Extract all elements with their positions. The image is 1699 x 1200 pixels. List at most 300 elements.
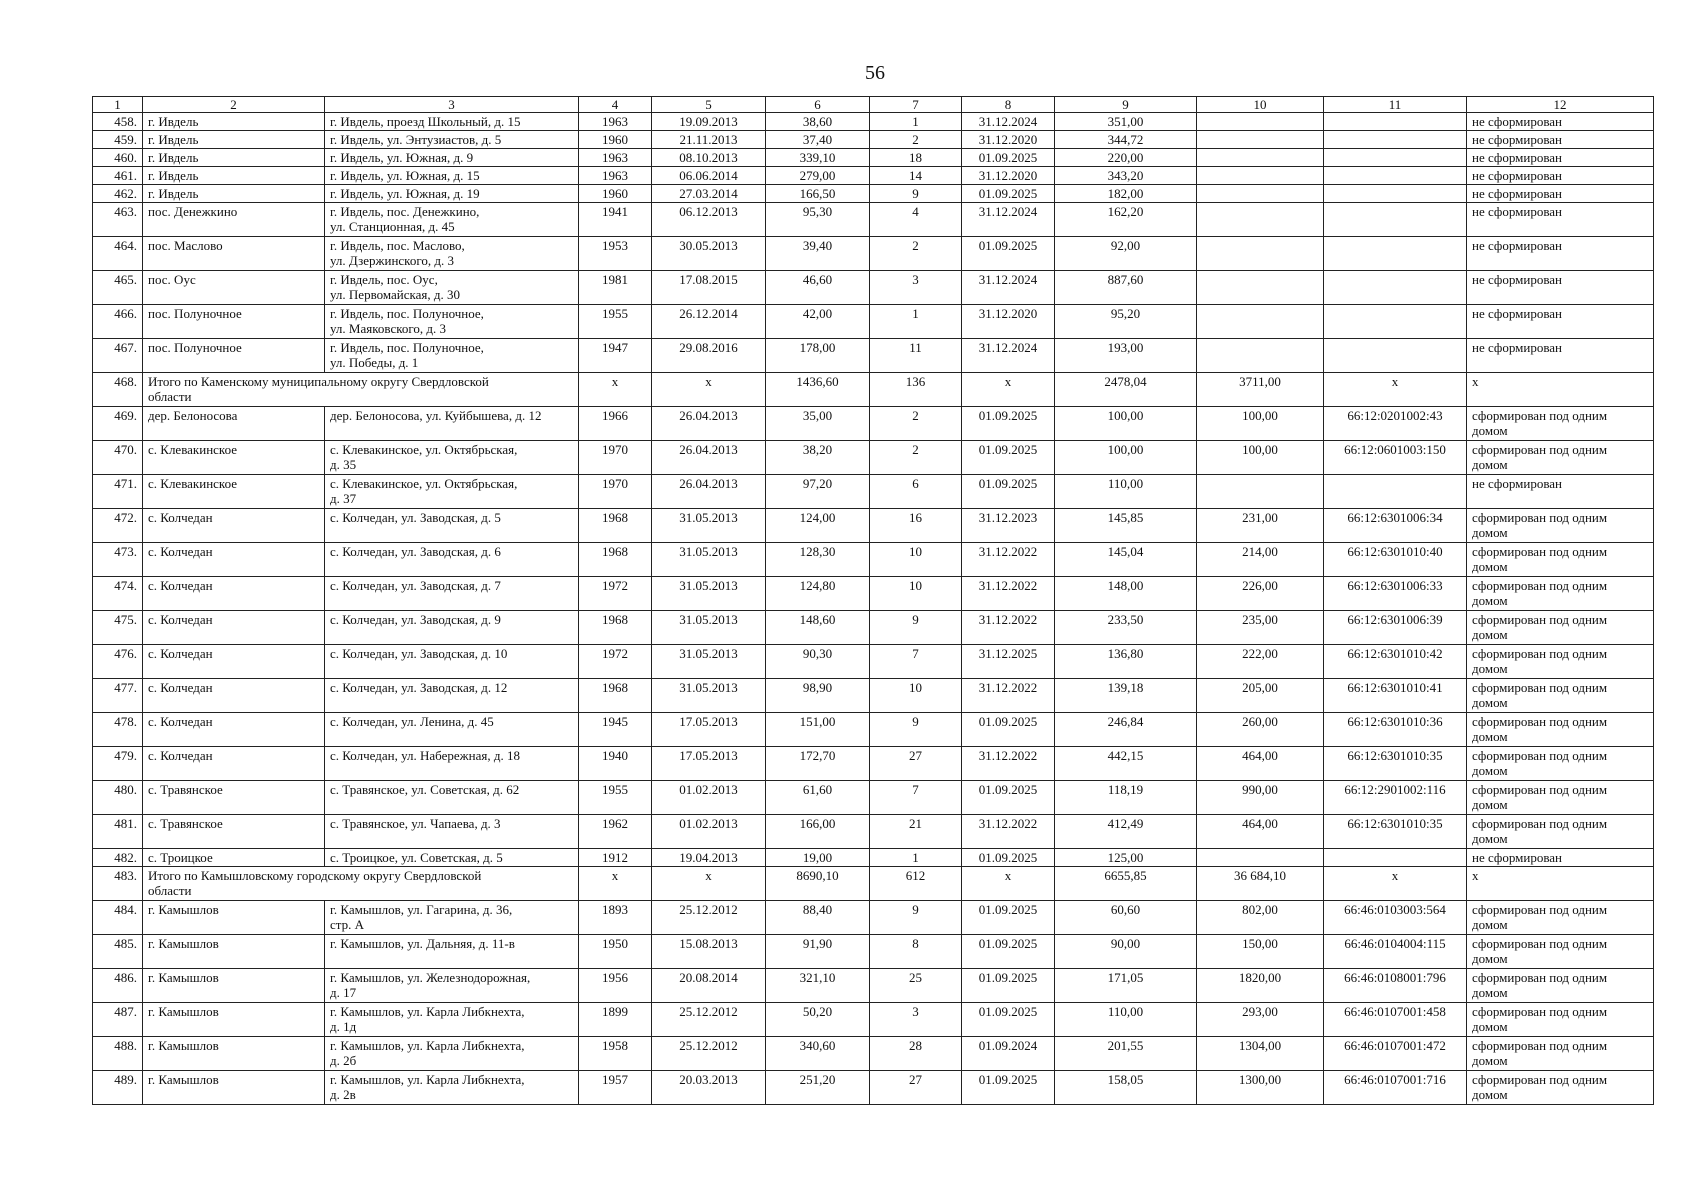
status-cell: не сформирован (1467, 475, 1654, 509)
residents-cell: 28 (870, 1037, 962, 1071)
date-cell: 31.05.2013 (652, 679, 766, 713)
cadastral-number-cell (1324, 305, 1467, 339)
deadline-cell: 01.09.2025 (962, 781, 1055, 815)
address-cell: с. Колчедан, ул. Заводская, д. 9 (325, 611, 579, 645)
address-cell: г. Ивдель, пос. Денежкино, ул. Станционная, д. 45 (325, 203, 579, 237)
row-number: 469. (93, 407, 143, 441)
address-cell: г. Камышлов, ул. Карла Либкнехта, д. 1д (325, 1003, 579, 1037)
area-cell: 1436,60 (766, 373, 870, 407)
settlement-cell: г. Камышлов (143, 1071, 325, 1105)
row-number: 461. (93, 167, 143, 185)
column-number: 4 (579, 97, 652, 113)
address-cell: с. Колчедан, ул. Набережная, д. 18 (325, 747, 579, 781)
settlement-cell: с. Колчедан (143, 713, 325, 747)
date-cell: 27.03.2014 (652, 185, 766, 203)
column-number: 1 (93, 97, 143, 113)
cadastral-number-cell: 66:46:0107001:472 (1324, 1037, 1467, 1071)
deadline-cell: 31.12.2025 (962, 645, 1055, 679)
residents-cell: 14 (870, 167, 962, 185)
cadastral-number-cell: 66:12:0601003:150 (1324, 441, 1467, 475)
address-cell: г. Ивдель, пос. Полуночное, ул. Победы, д. 1 (325, 339, 579, 373)
year-cell: 1958 (579, 1037, 652, 1071)
address-cell: дер. Белоносова, ул. Куйбышева, д. 12 (325, 407, 579, 441)
year-cell: 1972 (579, 577, 652, 611)
address-cell: с. Клевакинское, ул. Октябрьская, д. 35 (325, 441, 579, 475)
area-cell: 35,00 (766, 407, 870, 441)
column-9-cell: 343,20 (1055, 167, 1197, 185)
settlement-cell: с. Троицкое (143, 849, 325, 867)
date-cell: 19.09.2013 (652, 113, 766, 131)
area-cell: 279,00 (766, 167, 870, 185)
column-10-cell: 990,00 (1197, 781, 1324, 815)
total-row (93, 373, 1654, 407)
area-cell: 37,40 (766, 131, 870, 149)
table-row (93, 815, 1654, 849)
year-cell: 1963 (579, 113, 652, 131)
table-row (93, 679, 1654, 713)
address-cell: с. Колчедан, ул. Заводская, д. 6 (325, 543, 579, 577)
row-number: 474. (93, 577, 143, 611)
date-cell: 31.05.2013 (652, 509, 766, 543)
year-cell: x (579, 867, 652, 901)
row-number: 470. (93, 441, 143, 475)
table-row (93, 901, 1654, 935)
date-cell: 17.05.2013 (652, 747, 766, 781)
address-cell: г. Ивдель, пос. Маслово, ул. Дзержинского, д. 3 (325, 237, 579, 271)
address-cell: с. Клевакинское, ул. Октябрьская, д. 37 (325, 475, 579, 509)
column-10-cell (1197, 203, 1324, 237)
column-10-cell (1197, 131, 1324, 149)
settlement-cell: г. Камышлов (143, 1003, 325, 1037)
date-cell: 06.12.2013 (652, 203, 766, 237)
row-number: 466. (93, 305, 143, 339)
area-cell: 151,00 (766, 713, 870, 747)
residents-cell: 2 (870, 407, 962, 441)
area-cell: 166,00 (766, 815, 870, 849)
settlement-cell: пос. Полуночное (143, 339, 325, 373)
residents-cell: 1 (870, 113, 962, 131)
year-cell: 1945 (579, 713, 652, 747)
address-cell: с. Колчедан, ул. Заводская, д. 7 (325, 577, 579, 611)
date-cell: 31.05.2013 (652, 645, 766, 679)
settlement-cell: пос. Денежкино (143, 203, 325, 237)
date-cell: x (652, 867, 766, 901)
column-9-cell: 118,19 (1055, 781, 1197, 815)
address-cell: г. Ивдель, ул. Южная, д. 15 (325, 167, 579, 185)
status-cell: не сформирован (1467, 131, 1654, 149)
cadastral-number-cell (1324, 203, 1467, 237)
row-number: 485. (93, 935, 143, 969)
column-9-cell: 351,00 (1055, 113, 1197, 131)
deadline-cell: 31.12.2024 (962, 203, 1055, 237)
column-10-cell: 100,00 (1197, 441, 1324, 475)
column-10-cell (1197, 185, 1324, 203)
column-9-cell: 145,04 (1055, 543, 1197, 577)
residents-cell: 2 (870, 441, 962, 475)
column-10-cell: 802,00 (1197, 901, 1324, 935)
column-10-cell: 36 684,10 (1197, 867, 1324, 901)
column-9-cell: 6655,85 (1055, 867, 1197, 901)
residents-cell: 2 (870, 237, 962, 271)
deadline-cell: 31.12.2022 (962, 815, 1055, 849)
deadline-cell: 01.09.2025 (962, 969, 1055, 1003)
year-cell: 1972 (579, 645, 652, 679)
column-9-cell: 246,84 (1055, 713, 1197, 747)
date-cell: 26.04.2013 (652, 407, 766, 441)
column-number: 9 (1055, 97, 1197, 113)
cadastral-number-cell: 66:46:0107001:716 (1324, 1071, 1467, 1105)
column-9-cell: 92,00 (1055, 237, 1197, 271)
year-cell: 1968 (579, 611, 652, 645)
table-row (93, 1037, 1654, 1071)
settlement-cell: с. Колчедан (143, 679, 325, 713)
status-cell: не сформирован (1467, 849, 1654, 867)
date-cell: 31.05.2013 (652, 611, 766, 645)
status-cell: сформирован под одним домом (1467, 1037, 1654, 1071)
column-9-cell: 2478,04 (1055, 373, 1197, 407)
residents-cell: 1 (870, 305, 962, 339)
column-10-cell (1197, 849, 1324, 867)
status-cell: сформирован под одним домом (1467, 781, 1654, 815)
column-9-cell: 100,00 (1055, 441, 1197, 475)
residents-cell: 7 (870, 781, 962, 815)
residents-cell: 11 (870, 339, 962, 373)
residents-cell: 9 (870, 901, 962, 935)
area-cell: 91,90 (766, 935, 870, 969)
address-cell: с. Травянское, ул. Чапаева, д. 3 (325, 815, 579, 849)
area-cell: 97,20 (766, 475, 870, 509)
address-cell: г. Ивдель, пос. Полуночное, ул. Маяковского, д. 3 (325, 305, 579, 339)
settlement-cell: г. Камышлов (143, 935, 325, 969)
column-10-cell: 464,00 (1197, 747, 1324, 781)
column-9-cell: 110,00 (1055, 1003, 1197, 1037)
cadastral-number-cell: 66:12:6301006:39 (1324, 611, 1467, 645)
area-cell: 166,50 (766, 185, 870, 203)
residents-cell: 6 (870, 475, 962, 509)
row-number: 489. (93, 1071, 143, 1105)
row-number: 487. (93, 1003, 143, 1037)
housing-registry-table (92, 96, 1654, 1105)
status-cell: не сформирован (1467, 203, 1654, 237)
column-10-cell: 1304,00 (1197, 1037, 1324, 1071)
year-cell: 1957 (579, 1071, 652, 1105)
column-10-cell: 235,00 (1197, 611, 1324, 645)
address-cell: с. Колчедан, ул. Заводская, д. 5 (325, 509, 579, 543)
cadastral-number-cell: x (1324, 373, 1467, 407)
status-cell: не сформирован (1467, 271, 1654, 305)
address-cell: г. Камышлов, ул. Дальняя, д. 11-в (325, 935, 579, 969)
area-cell: 124,00 (766, 509, 870, 543)
cadastral-number-cell (1324, 237, 1467, 271)
deadline-cell: 01.09.2024 (962, 1037, 1055, 1071)
settlement-cell: г. Камышлов (143, 901, 325, 935)
status-cell: не сформирован (1467, 237, 1654, 271)
status-cell: сформирован под одним домом (1467, 407, 1654, 441)
column-9-cell: 344,72 (1055, 131, 1197, 149)
row-number: 471. (93, 475, 143, 509)
table-row (93, 713, 1654, 747)
settlement-cell: с. Колчедан (143, 611, 325, 645)
residents-cell: 612 (870, 867, 962, 901)
row-number: 473. (93, 543, 143, 577)
year-cell: 1960 (579, 185, 652, 203)
deadline-cell: 31.12.2020 (962, 305, 1055, 339)
deadline-cell: x (962, 867, 1055, 901)
table-body (93, 97, 1654, 1105)
status-cell: сформирован под одним домом (1467, 1071, 1654, 1105)
settlement-cell: пос. Оус (143, 271, 325, 305)
area-cell: 340,60 (766, 1037, 870, 1071)
year-cell: 1970 (579, 441, 652, 475)
row-number: 462. (93, 185, 143, 203)
date-cell: 17.05.2013 (652, 713, 766, 747)
deadline-cell: 01.09.2025 (962, 901, 1055, 935)
deadline-cell: 01.09.2025 (962, 185, 1055, 203)
column-9-cell: 171,05 (1055, 969, 1197, 1003)
cadastral-number-cell: 66:12:2901002:116 (1324, 781, 1467, 815)
table-row (93, 611, 1654, 645)
date-cell: 30.05.2013 (652, 237, 766, 271)
date-cell: 17.08.2015 (652, 271, 766, 305)
row-number: 480. (93, 781, 143, 815)
table-row (93, 1003, 1654, 1037)
column-10-cell: 293,00 (1197, 1003, 1324, 1037)
deadline-cell: 31.12.2020 (962, 131, 1055, 149)
column-9-cell: 201,55 (1055, 1037, 1197, 1071)
table-row (93, 543, 1654, 577)
settlement-cell: с. Травянское (143, 781, 325, 815)
status-cell: сформирован под одним домом (1467, 611, 1654, 645)
status-cell: сформирован под одним домом (1467, 815, 1654, 849)
column-10-cell: 260,00 (1197, 713, 1324, 747)
column-9-cell: 125,00 (1055, 849, 1197, 867)
residents-cell: 2 (870, 131, 962, 149)
date-cell: 26.04.2013 (652, 475, 766, 509)
year-cell: 1899 (579, 1003, 652, 1037)
area-cell: 50,20 (766, 1003, 870, 1037)
column-number-row (93, 97, 1654, 113)
column-10-cell (1197, 475, 1324, 509)
row-number: 459. (93, 131, 143, 149)
area-cell: 42,00 (766, 305, 870, 339)
settlement-cell: с. Травянское (143, 815, 325, 849)
year-cell: 1941 (579, 203, 652, 237)
column-number: 2 (143, 97, 325, 113)
column-9-cell: 158,05 (1055, 1071, 1197, 1105)
row-number: 467. (93, 339, 143, 373)
cadastral-number-cell: 66:12:6301006:34 (1324, 509, 1467, 543)
deadline-cell: 31.12.2022 (962, 679, 1055, 713)
date-cell: 29.08.2016 (652, 339, 766, 373)
residents-cell: 10 (870, 679, 962, 713)
year-cell: 1956 (579, 969, 652, 1003)
column-9-cell: 220,00 (1055, 149, 1197, 167)
deadline-cell: 31.12.2022 (962, 747, 1055, 781)
deadline-cell: 01.09.2025 (962, 149, 1055, 167)
table-row (93, 185, 1654, 203)
row-number: 458. (93, 113, 143, 131)
deadline-cell: x (962, 373, 1055, 407)
year-cell: x (579, 373, 652, 407)
residents-cell: 3 (870, 1003, 962, 1037)
column-10-cell: 1300,00 (1197, 1071, 1324, 1105)
settlement-cell: пос. Полуночное (143, 305, 325, 339)
cadastral-number-cell: x (1324, 867, 1467, 901)
row-number: 483. (93, 867, 143, 901)
column-10-cell (1197, 149, 1324, 167)
residents-cell: 27 (870, 747, 962, 781)
status-cell: не сформирован (1467, 113, 1654, 131)
column-9-cell: 412,49 (1055, 815, 1197, 849)
status-cell: x (1467, 373, 1654, 407)
table-row (93, 475, 1654, 509)
residents-cell: 18 (870, 149, 962, 167)
residents-cell: 9 (870, 185, 962, 203)
date-cell: 01.02.2013 (652, 781, 766, 815)
row-number: 475. (93, 611, 143, 645)
table-row (93, 935, 1654, 969)
cadastral-number-cell (1324, 131, 1467, 149)
row-number: 486. (93, 969, 143, 1003)
deadline-cell: 01.09.2025 (962, 849, 1055, 867)
status-cell: сформирован под одним домом (1467, 679, 1654, 713)
address-cell: с. Колчедан, ул. Заводская, д. 12 (325, 679, 579, 713)
residents-cell: 3 (870, 271, 962, 305)
cadastral-number-cell: 66:12:6301010:35 (1324, 815, 1467, 849)
date-cell: 19.04.2013 (652, 849, 766, 867)
settlement-cell: г. Ивдель (143, 149, 325, 167)
table-row (93, 645, 1654, 679)
column-number: 8 (962, 97, 1055, 113)
column-10-cell (1197, 237, 1324, 271)
column-10-cell: 205,00 (1197, 679, 1324, 713)
address-cell: г. Ивдель, ул. Энтузиастов, д. 5 (325, 131, 579, 149)
row-number: 479. (93, 747, 143, 781)
cadastral-number-cell: 66:12:6301010:36 (1324, 713, 1467, 747)
total-row (93, 867, 1654, 901)
year-cell: 1950 (579, 935, 652, 969)
column-9-cell: 136,80 (1055, 645, 1197, 679)
column-9-cell: 110,00 (1055, 475, 1197, 509)
deadline-cell: 01.09.2025 (962, 441, 1055, 475)
address-cell: г. Ивдель, пос. Оус, ул. Первомайская, д. 30 (325, 271, 579, 305)
year-cell: 1963 (579, 149, 652, 167)
deadline-cell: 01.09.2025 (962, 237, 1055, 271)
settlement-cell: г. Ивдель (143, 167, 325, 185)
column-9-cell: 182,00 (1055, 185, 1197, 203)
column-10-cell (1197, 339, 1324, 373)
status-cell: не сформирован (1467, 185, 1654, 203)
cadastral-number-cell: 66:12:6301010:42 (1324, 645, 1467, 679)
column-10-cell (1197, 305, 1324, 339)
deadline-cell: 31.12.2024 (962, 113, 1055, 131)
status-cell: сформирован под одним домом (1467, 509, 1654, 543)
column-9-cell: 442,15 (1055, 747, 1197, 781)
status-cell: x (1467, 867, 1654, 901)
row-number: 460. (93, 149, 143, 167)
row-number: 481. (93, 815, 143, 849)
year-cell: 1955 (579, 305, 652, 339)
status-cell: не сформирован (1467, 339, 1654, 373)
area-cell: 128,30 (766, 543, 870, 577)
status-cell: сформирован под одним домом (1467, 543, 1654, 577)
column-9-cell: 100,00 (1055, 407, 1197, 441)
year-cell: 1960 (579, 131, 652, 149)
residents-cell: 10 (870, 577, 962, 611)
area-cell: 98,90 (766, 679, 870, 713)
table-row (93, 781, 1654, 815)
table-row (93, 1071, 1654, 1105)
table-row (93, 149, 1654, 167)
year-cell: 1970 (579, 475, 652, 509)
cadastral-number-cell (1324, 167, 1467, 185)
address-cell: с. Троицкое, ул. Советская, д. 5 (325, 849, 579, 867)
year-cell: 1963 (579, 167, 652, 185)
row-number: 478. (93, 713, 143, 747)
cadastral-number-cell: 66:46:0107001:458 (1324, 1003, 1467, 1037)
settlement-cell: г. Камышлов (143, 1037, 325, 1071)
date-cell: 26.12.2014 (652, 305, 766, 339)
date-cell: 20.08.2014 (652, 969, 766, 1003)
area-cell: 39,40 (766, 237, 870, 271)
address-cell: г. Камышлов, ул. Железнодорожная, д. 17 (325, 969, 579, 1003)
column-number: 11 (1324, 97, 1467, 113)
settlement-cell: с. Колчедан (143, 577, 325, 611)
date-cell: 06.06.2014 (652, 167, 766, 185)
cadastral-number-cell: 66:12:6301010:41 (1324, 679, 1467, 713)
row-number: 472. (93, 509, 143, 543)
residents-cell: 136 (870, 373, 962, 407)
area-cell: 339,10 (766, 149, 870, 167)
date-cell: 25.12.2012 (652, 1037, 766, 1071)
column-9-cell: 90,00 (1055, 935, 1197, 969)
residents-cell: 9 (870, 713, 962, 747)
cadastral-number-cell: 66:46:0104004:115 (1324, 935, 1467, 969)
settlement-cell: с. Колчедан (143, 747, 325, 781)
year-cell: 1953 (579, 237, 652, 271)
column-9-cell: 193,00 (1055, 339, 1197, 373)
settlement-cell: г. Ивдель (143, 185, 325, 203)
residents-cell: 4 (870, 203, 962, 237)
date-cell: 25.12.2012 (652, 901, 766, 935)
deadline-cell: 31.12.2022 (962, 543, 1055, 577)
status-cell: сформирован под одним домом (1467, 901, 1654, 935)
address-cell: г. Камышлов, ул. Гагарина, д. 36, стр. А (325, 901, 579, 935)
table-row (93, 509, 1654, 543)
cadastral-number-cell (1324, 271, 1467, 305)
year-cell: 1947 (579, 339, 652, 373)
column-9-cell: 148,00 (1055, 577, 1197, 611)
deadline-cell: 01.09.2025 (962, 713, 1055, 747)
area-cell: 172,70 (766, 747, 870, 781)
status-cell: не сформирован (1467, 149, 1654, 167)
table-row (93, 271, 1654, 305)
residents-cell: 9 (870, 611, 962, 645)
area-cell: 46,60 (766, 271, 870, 305)
table-row (93, 747, 1654, 781)
status-cell: сформирован под одним домом (1467, 577, 1654, 611)
column-10-cell: 226,00 (1197, 577, 1324, 611)
deadline-cell: 01.09.2025 (962, 935, 1055, 969)
deadline-cell: 31.12.2020 (962, 167, 1055, 185)
deadline-cell: 31.12.2024 (962, 271, 1055, 305)
cadastral-number-cell (1324, 475, 1467, 509)
status-cell: сформирован под одним домом (1467, 713, 1654, 747)
column-number: 7 (870, 97, 962, 113)
date-cell: x (652, 373, 766, 407)
date-cell: 26.04.2013 (652, 441, 766, 475)
column-9-cell: 233,50 (1055, 611, 1197, 645)
